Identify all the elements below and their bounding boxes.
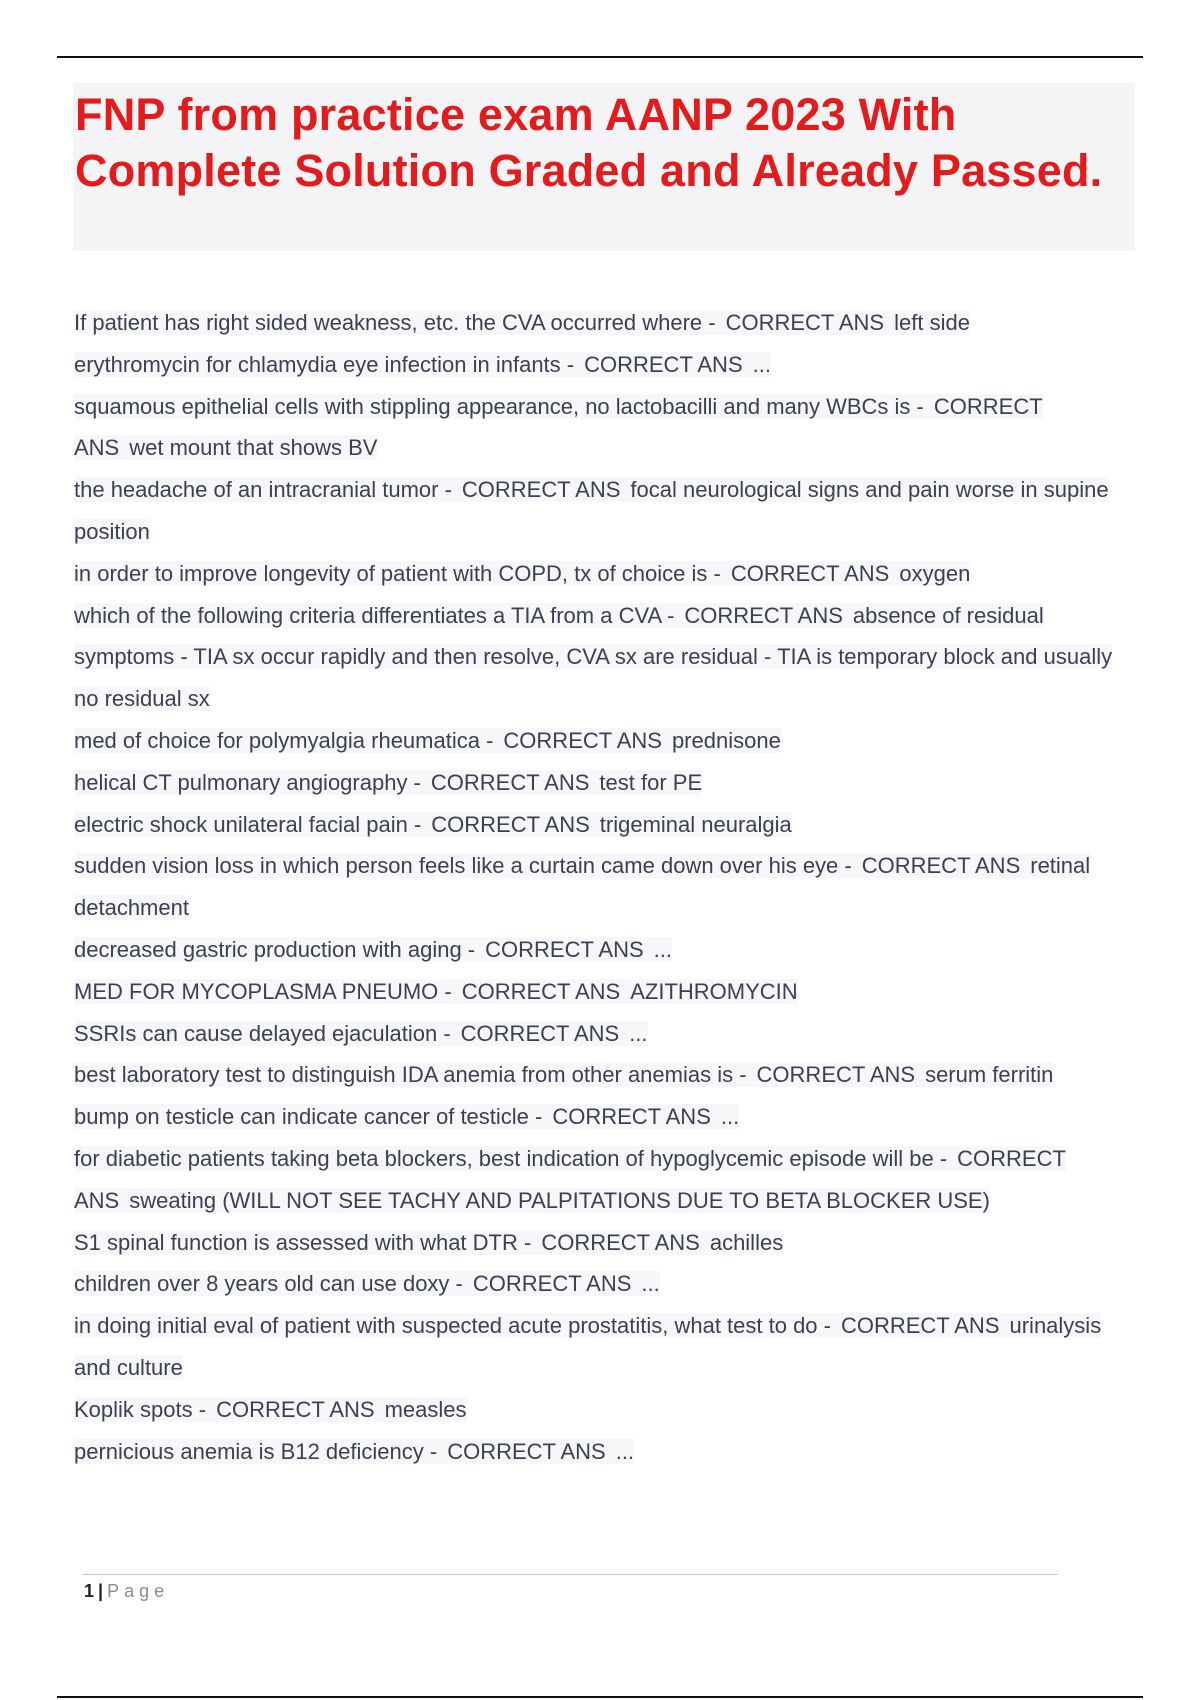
qa-item (74, 302, 1134, 344)
answer-text: trigeminal neuralgia (599, 811, 792, 837)
question-text: squamous epithelial cells with stippling appearance, no lactobacilli and many WBCs is - (74, 393, 924, 419)
qa-item (74, 720, 1134, 762)
answer-text: ... (720, 1104, 740, 1130)
answer-label: CORRECT ANS (852, 853, 1031, 878)
question-text: SSRIs can cause delayed ejaculation - (74, 1020, 451, 1046)
question-text: in doing initial eval of patient with suspected acute prostatitis, what test to do - (74, 1313, 831, 1339)
answer-label: CORRECT ANS (463, 1271, 642, 1296)
footer-separator: | (98, 1581, 104, 1601)
question-text: bump on testicle can indicate cancer of testicle - (74, 1104, 543, 1130)
qa-item (74, 1263, 1134, 1305)
qa-item (74, 1222, 1134, 1264)
answer-label: CORRECT ANS (74, 1145, 1066, 1213)
document-title: FNP from practice exam AANP 2023 With Complete Solution Graded and Already Passed. (75, 89, 1103, 196)
qa-item (74, 762, 1134, 804)
qa-item (74, 929, 1134, 971)
answer-label: CORRECT ANS (716, 310, 895, 335)
answer-text: test for PE (599, 769, 703, 795)
answer-label: CORRECT ANS (531, 1230, 710, 1255)
answer-label: CORRECT ANS (452, 979, 631, 1004)
question-text: the headache of an intracranial tumor - (74, 477, 452, 503)
answer-label: CORRECT ANS (721, 561, 900, 586)
qa-list (74, 302, 1134, 1472)
answer-label: CORRECT ANS (421, 770, 600, 795)
answer-text: ... (752, 351, 771, 377)
answer-text: retinal detachment (74, 853, 1091, 921)
qa-item (74, 386, 1134, 470)
answer-text: ... (629, 1020, 648, 1046)
answer-text: measles (384, 1396, 467, 1422)
answer-text: prednisone (671, 727, 781, 753)
page-footer (84, 1580, 169, 1602)
page-word: Page (107, 1581, 170, 1601)
qa-item (74, 845, 1134, 929)
qa-item (74, 1013, 1134, 1055)
qa-item (74, 595, 1134, 720)
answer-label: CORRECT ANS (542, 1104, 721, 1129)
title-banner (73, 83, 1135, 251)
answer-text: ... (653, 936, 672, 962)
answer-text: urinalysis and culture (74, 1313, 1102, 1380)
footer-rule (83, 1574, 1058, 1575)
answer-label: CORRECT ANS (574, 352, 753, 377)
answer-text: left side (894, 310, 970, 335)
qa-item (74, 971, 1134, 1013)
question-text: electric shock unilateral facial pain - (74, 811, 422, 837)
answer-label: CORRECT ANS (747, 1062, 926, 1087)
qa-item (74, 1096, 1134, 1138)
qa-item (74, 1054, 1134, 1096)
page-number: 1 (84, 1581, 95, 1601)
question-text: Koplik spots - (74, 1396, 207, 1422)
answer-label: CORRECT ANS (451, 1021, 630, 1046)
question-text: pernicious anemia is B12 deficiency - (74, 1438, 438, 1464)
answer-text: achilles (709, 1229, 784, 1255)
answer-text: ... (615, 1438, 635, 1464)
question-text: helical CT pulmonary angiography - (74, 769, 421, 795)
qa-item (74, 1389, 1134, 1431)
answer-text: AZITHROMYCIN (630, 978, 798, 1004)
question-text: MED FOR MYCOPLASMA PNEUMO - (74, 978, 452, 1004)
qa-item (74, 344, 1134, 386)
answer-text: sweating (WILL NOT SEE TACHY AND PALPITATIONS DUE TO BETA BLOCKER USE) (129, 1187, 990, 1213)
qa-item (74, 1305, 1134, 1389)
answer-text: serum ferritin (925, 1062, 1054, 1088)
answer-text: ... (641, 1271, 660, 1297)
question-text: med of choice for polymyalgia rheumatica - (74, 727, 494, 753)
question-text: for diabetic patients taking beta blockers, best indication of hypoglycemic episode will be - (74, 1145, 948, 1171)
answer-label: CORRECT ANS (437, 1439, 616, 1464)
question-text: which of the following criteria differentiates a TIA from a CVA - (74, 602, 675, 628)
header-rule (57, 56, 1143, 58)
qa-item (74, 469, 1134, 553)
question-text: If patient has right sided weakness, etc. the CVA occurred where - (74, 310, 716, 335)
question-text: sudden vision loss in which person feels like a curtain came down over his eye - (74, 853, 852, 879)
question-text: decreased gastric production with aging - (74, 936, 476, 962)
qa-item (74, 1138, 1134, 1222)
answer-text: focal neurological signs and pain worse in supine position (74, 477, 1109, 544)
answer-label: CORRECT ANS (421, 812, 600, 837)
answer-text: absence of residual symptoms - TIA sx occur rapidly and then resolve, CVA sx are residual - TIA is temporary block and usually no residual sx (74, 602, 1113, 712)
answer-label: CORRECT ANS (206, 1397, 385, 1422)
qa-item (74, 1431, 1134, 1473)
question-text: best laboratory test to distinguish IDA anemia from other anemias is - (74, 1062, 747, 1088)
answer-label: CORRECT ANS (831, 1313, 1010, 1338)
answer-label: CORRECT ANS (452, 477, 631, 502)
qa-item (74, 553, 1134, 595)
footer-bottom-rule (57, 1696, 1143, 1698)
answer-label: CORRECT ANS (475, 937, 654, 962)
question-text: erythromycin for chlamydia eye infection in infants - (74, 351, 575, 377)
answer-label: CORRECT ANS (493, 728, 672, 753)
question-text: children over 8 years old can use doxy - (74, 1271, 463, 1297)
answer-label: CORRECT ANS (674, 603, 853, 628)
question-text: S1 spinal function is assessed with what DTR - (74, 1229, 532, 1255)
question-text: in order to improve longevity of patient with COPD, tx of choice is - (74, 560, 721, 586)
qa-item (74, 804, 1134, 846)
answer-text: oxygen (899, 560, 971, 586)
answer-label: CORRECT ANS (74, 393, 1043, 461)
answer-text: wet mount that shows BV (129, 435, 378, 461)
